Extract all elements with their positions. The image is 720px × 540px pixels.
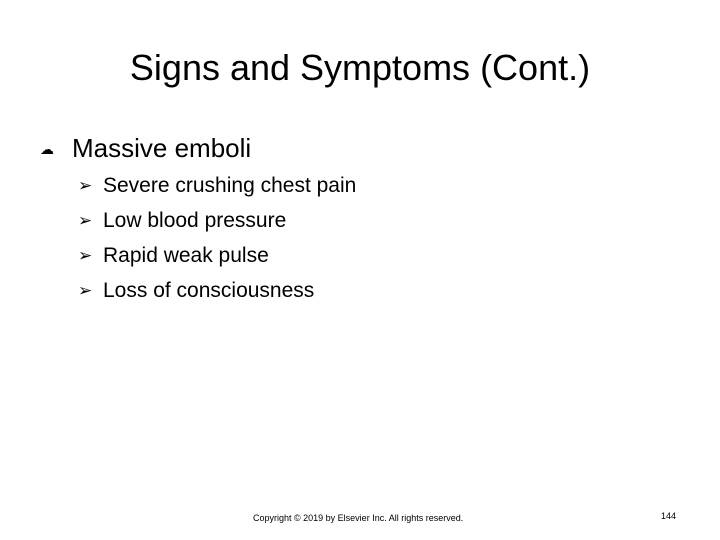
list-item-text: Loss of consciousness xyxy=(103,278,315,302)
arrow-bullet-icon: ➢ xyxy=(78,281,93,300)
page-number: 144 xyxy=(661,511,677,521)
list-item-text: Severe crushing chest pain xyxy=(103,173,357,197)
main-bullet xyxy=(40,128,251,168)
arrow-bullet-icon: ➢ xyxy=(78,176,93,195)
list-item xyxy=(78,168,356,203)
slide-title: Signs and Symptoms (Cont.) xyxy=(129,47,591,88)
main-bullet-label: Massive emboli xyxy=(72,133,252,163)
list-item xyxy=(78,273,356,308)
copyright-footer: Copyright © 2019 by Elsevier Inc. All rights reserved. xyxy=(253,513,464,523)
list-item xyxy=(78,203,356,238)
cloud-bullet-icon: ☁ xyxy=(40,141,54,157)
sub-bullet-list xyxy=(78,168,356,308)
list-item xyxy=(78,238,356,273)
arrow-bullet-icon: ➢ xyxy=(78,246,93,265)
list-item-text: Low blood pressure xyxy=(103,208,287,232)
arrow-bullet-icon: ➢ xyxy=(78,211,93,230)
list-item-text: Rapid weak pulse xyxy=(103,243,269,267)
